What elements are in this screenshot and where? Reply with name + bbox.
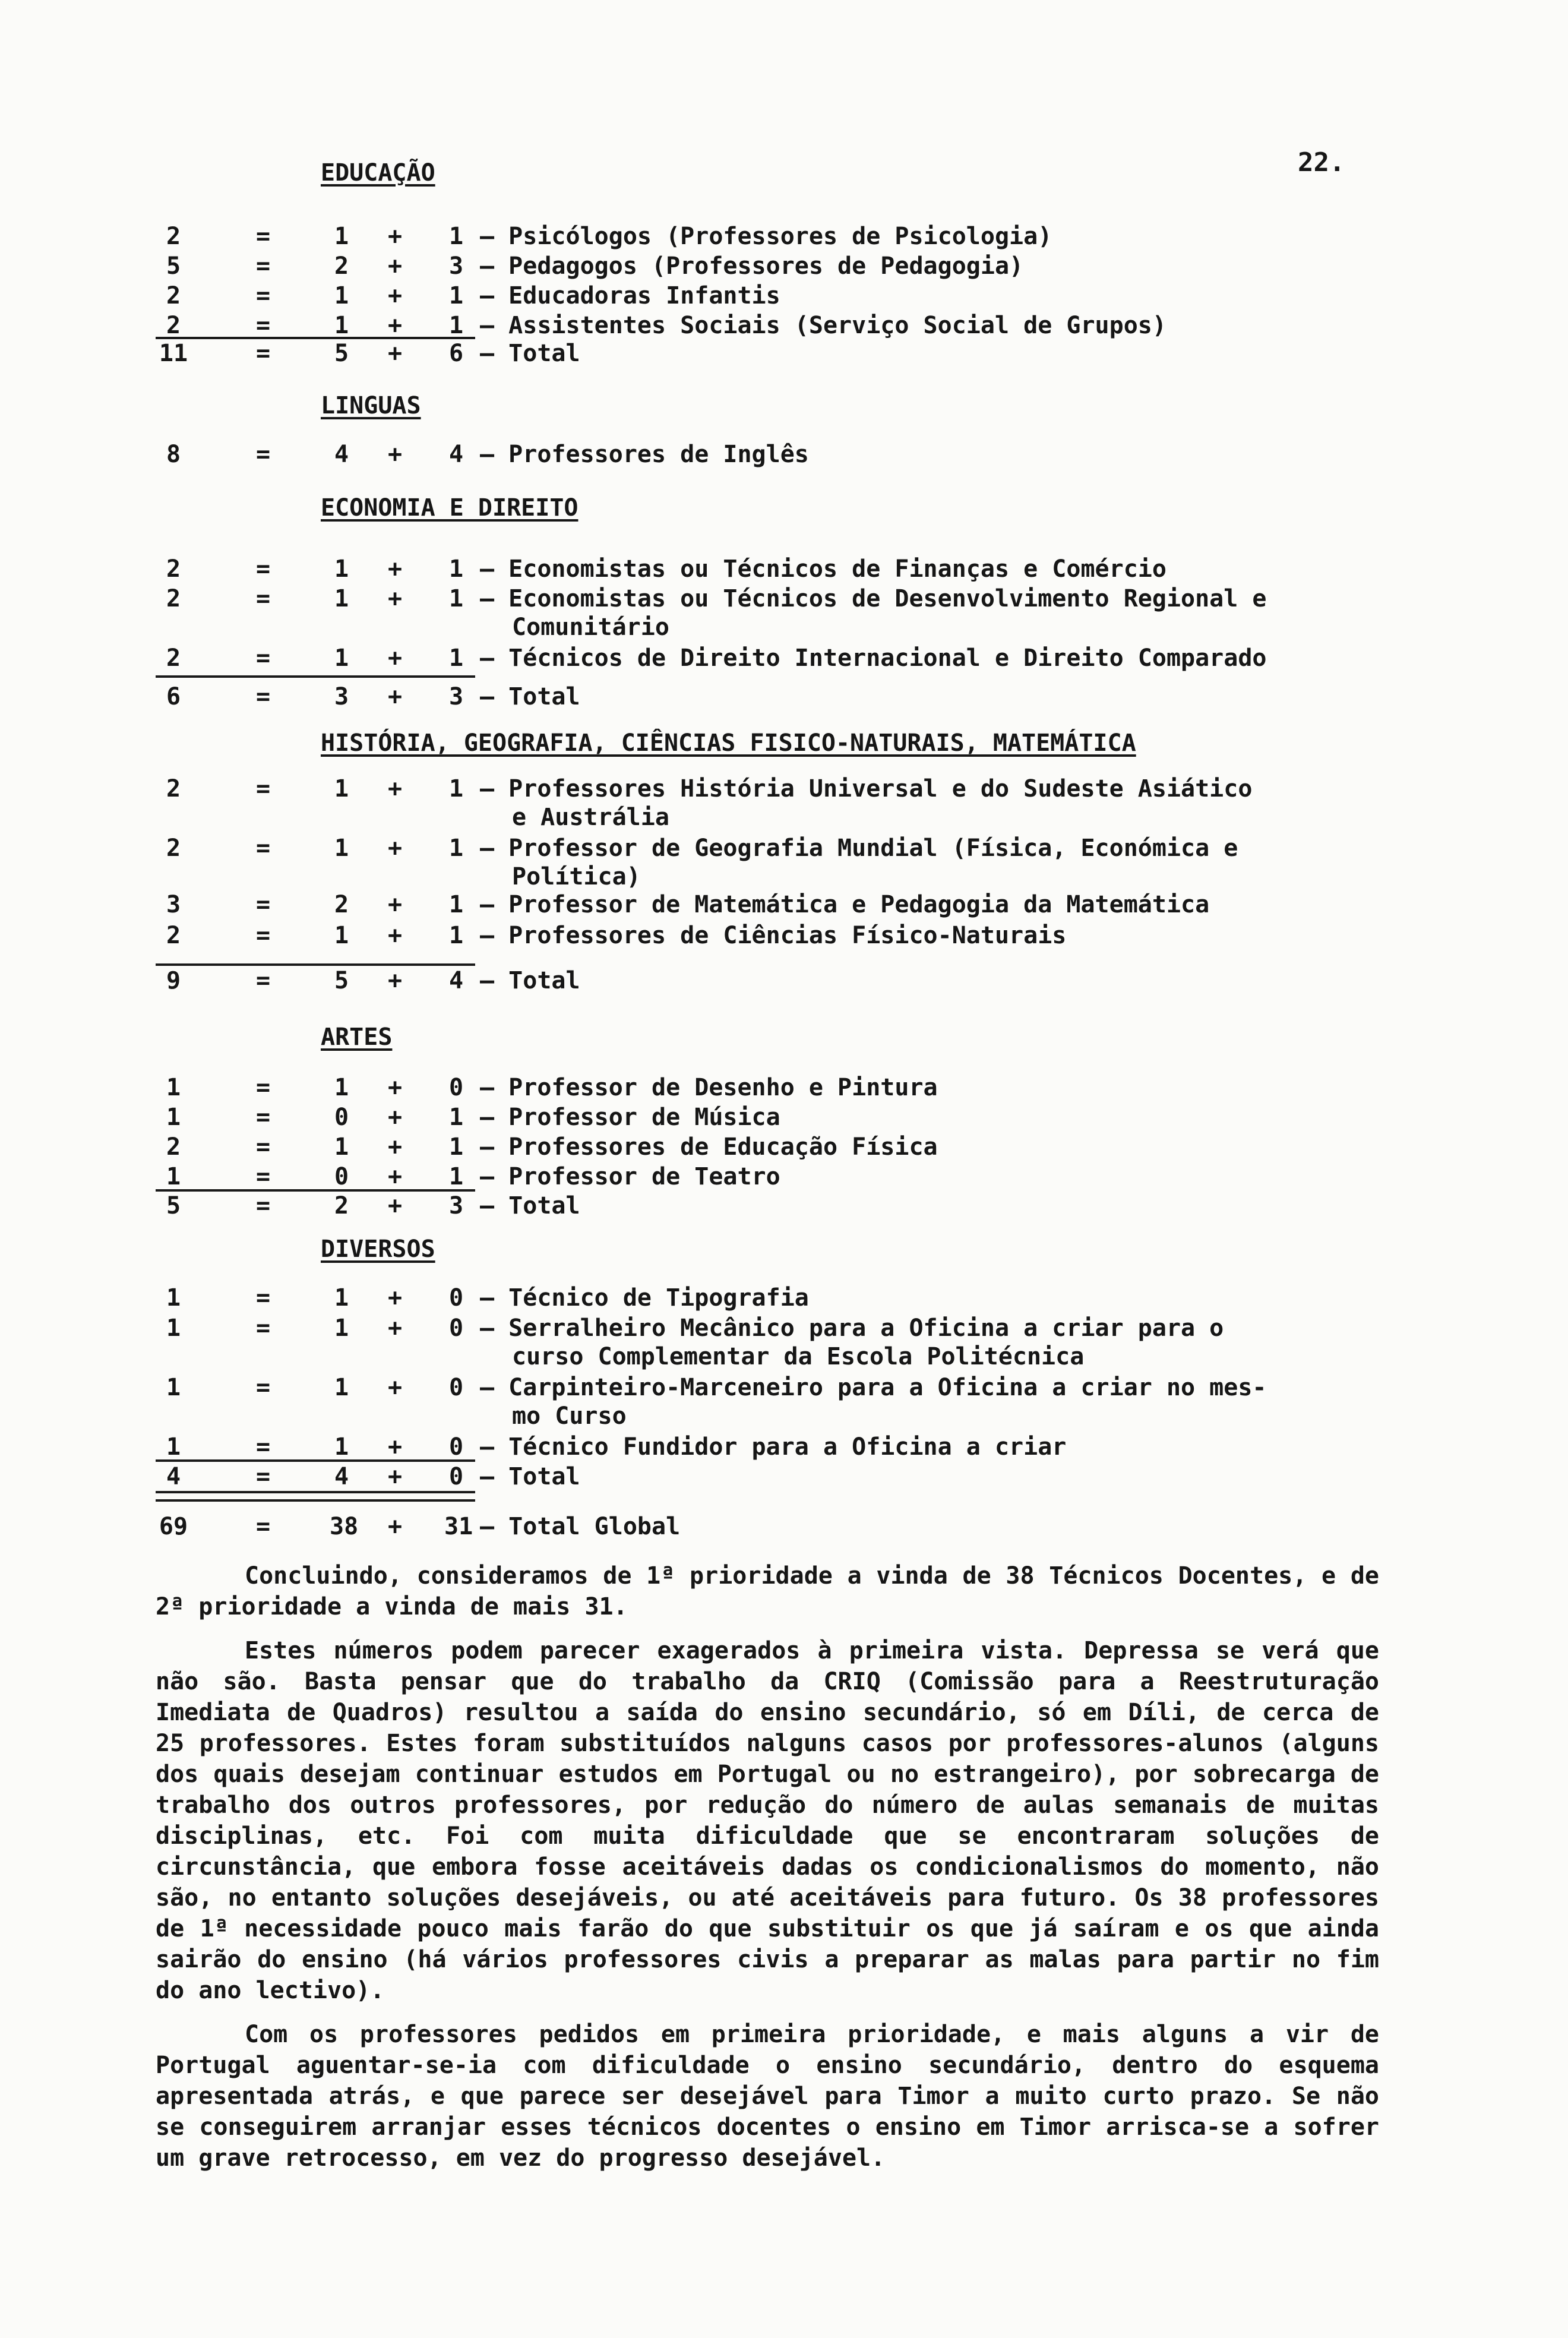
second-priority-count: 1 xyxy=(448,775,464,802)
paragraph: Concluindo, consideramos de 1ª prioridade a vinda de 38 Técnicos Docentes, e de 2ª prioridade a vinda de mais 31. xyxy=(156,1562,1379,1620)
row-total: 69 xyxy=(159,1513,188,1540)
first-priority-count: 1 xyxy=(334,1074,349,1101)
row-total: 1 xyxy=(166,1315,181,1342)
second-priority-count: 0 xyxy=(448,1315,464,1342)
table-row xyxy=(0,1104,1425,1133)
row-description: – Economistas ou Técnicos de Desenvolvimento Regional e xyxy=(480,585,1267,612)
equals-sign: = xyxy=(255,775,271,802)
equals-sign: = xyxy=(255,1074,271,1101)
grand-total-double-rule xyxy=(156,1491,475,1502)
table-row xyxy=(0,1284,1425,1314)
second-priority-count: 31 xyxy=(444,1513,473,1540)
plus-sign: + xyxy=(387,644,403,672)
equals-sign: = xyxy=(255,1284,271,1312)
equals-sign: = xyxy=(255,683,271,710)
row-description: – Pedagogos (Professores de Pedagogia) xyxy=(480,252,1024,280)
first-priority-count: 1 xyxy=(334,1374,349,1401)
first-priority-count: 4 xyxy=(334,1463,349,1490)
grand-total-row xyxy=(0,1513,1425,1543)
plus-sign: + xyxy=(387,312,403,339)
paragraph: Com os professores pedidos em primeira prioridade, e mais alguns a vir de Portugal aguentar-se-ia com dificuldade o ensino secundário, dentro do esquema apresentada atrás, e que parece ser desejável para Timor a muito curto prazo. Se não se conseguirem arranjar esses técnicos docentes o ensino em Timor arrisca-se a sofrer um grave retrocesso, em vez do progresso desejável. xyxy=(156,2021,1379,2172)
first-priority-count: 1 xyxy=(334,922,349,949)
row-description-continued: curso Complementar da Escola Politécnica xyxy=(512,1343,1085,1370)
plus-sign: + xyxy=(387,585,403,612)
table-row xyxy=(0,683,1425,713)
equals-sign: = xyxy=(255,922,271,949)
second-priority-count: 4 xyxy=(448,441,464,468)
table-row xyxy=(0,922,1425,952)
table-row xyxy=(0,644,1425,674)
plus-sign: + xyxy=(387,967,403,994)
first-priority-count: 1 xyxy=(334,1133,349,1161)
row-total: 2 xyxy=(166,835,181,862)
paragraph: Estes números podem parecer exagerados à primeira vista. Depressa se verá que não são. Basta pensar que do trabalho da CRIQ (Comissão para a Reestruturação Imediata de Quadros) resultou a saída do ensino secundário, só em Díli, de cerca de 25 professores. Estes foram substituídos nalguns casos por professores-alunos (alguns dos quais desejam continuar estudos em Portugal ou no estrangeiro), por sobrecarga de trabalho dos outros professores, por redução do número de aulas semanais de muitas disciplinas, etc. Foi com muita dificuldade que se encontraram soluções de circunstância, que embora fosse aceitáveis dadas os condicionalismos do momento, não são, no entanto soluções desejáveis, ou até aceitáveis para futuro. Os 38 professores de 1ª necessidade pouco mais farão do que substituir os que já saíram e os que ainda sairão do ensino (há vários professores civis a preparar as malas para partir no fim do ano lectivo). xyxy=(156,1637,1379,2004)
equals-sign: = xyxy=(255,1463,271,1490)
page-number: 22. xyxy=(1298,147,1345,178)
row-total: 3 xyxy=(166,891,181,918)
row-description: – Total xyxy=(480,1463,580,1490)
first-priority-count: 2 xyxy=(334,252,349,280)
table-row xyxy=(0,891,1425,921)
table-row xyxy=(0,282,1425,312)
equals-sign: = xyxy=(255,644,271,672)
equals-sign: = xyxy=(255,223,271,250)
second-priority-count: 1 xyxy=(448,1133,464,1161)
second-priority-count: 1 xyxy=(448,1104,464,1131)
second-priority-count: 0 xyxy=(448,1074,464,1101)
row-description: – Professores de Educação Física xyxy=(480,1133,938,1161)
table-row xyxy=(0,441,1425,470)
row-description: – Professor de Geografia Mundial (Física, Económica e xyxy=(480,835,1238,862)
row-total: 1 xyxy=(166,1374,181,1401)
table-row xyxy=(0,555,1425,585)
row-description: – Professor de Teatro xyxy=(480,1163,780,1190)
first-priority-count: 38 xyxy=(330,1513,359,1540)
first-priority-count: 1 xyxy=(334,775,349,802)
second-priority-count: 1 xyxy=(448,585,464,612)
first-priority-count: 1 xyxy=(334,223,349,250)
table-row xyxy=(0,1192,1425,1222)
second-priority-count: 6 xyxy=(448,340,464,367)
first-priority-count: 1 xyxy=(334,585,349,612)
second-priority-count: 1 xyxy=(448,282,464,309)
row-description-continued: Comunitário xyxy=(512,614,669,641)
row-description: – Total xyxy=(480,683,580,710)
table-row xyxy=(0,1463,1425,1493)
row-total: 2 xyxy=(166,223,181,250)
plus-sign: + xyxy=(387,835,403,862)
plus-sign: + xyxy=(387,1104,403,1131)
equals-sign: = xyxy=(255,835,271,862)
first-priority-count: 4 xyxy=(334,441,349,468)
row-total: 11 xyxy=(159,340,188,367)
row-total: 8 xyxy=(166,441,181,468)
section-title: HISTÓRIA, GEOGRAFIA, CIÊNCIAS FISICO-NATURAIS, MATEMÁTICA xyxy=(321,729,1136,757)
table-row xyxy=(0,1374,1425,1404)
row-total: 2 xyxy=(166,644,181,672)
row-description: – Técnicos de Direito Internacional e Direito Comparado xyxy=(480,644,1267,672)
plus-sign: + xyxy=(387,223,403,250)
table-row xyxy=(0,252,1425,282)
row-description: – Técnico Fundidor para a Oficina a criar xyxy=(480,1433,1067,1461)
section-title: LINGUAS xyxy=(321,392,421,419)
section-title: DIVERSOS xyxy=(321,1236,435,1263)
row-description: – Professor de Música xyxy=(480,1104,780,1131)
second-priority-count: 1 xyxy=(448,1163,464,1190)
first-priority-count: 1 xyxy=(334,1284,349,1312)
row-total: 1 xyxy=(166,1433,181,1461)
second-priority-count: 0 xyxy=(448,1284,464,1312)
plus-sign: + xyxy=(387,252,403,280)
second-priority-count: 1 xyxy=(448,644,464,672)
row-description: – Professor de Matemática e Pedagogia da Matemática xyxy=(480,891,1210,918)
plus-sign: + xyxy=(387,1513,403,1540)
row-total: 2 xyxy=(166,555,181,583)
plus-sign: + xyxy=(387,1433,403,1461)
equals-sign: = xyxy=(255,340,271,367)
row-total: 2 xyxy=(166,585,181,612)
total-underline xyxy=(156,963,475,966)
equals-sign: = xyxy=(255,1433,271,1461)
second-priority-count: 4 xyxy=(448,967,464,994)
row-total: 2 xyxy=(166,922,181,949)
table-row xyxy=(0,1074,1425,1104)
table-row xyxy=(0,775,1425,805)
second-priority-count: 1 xyxy=(448,891,464,918)
plus-sign: + xyxy=(387,340,403,367)
plus-sign: + xyxy=(387,683,403,710)
first-priority-count: 1 xyxy=(334,312,349,339)
first-priority-count: 0 xyxy=(334,1163,349,1190)
row-total: 5 xyxy=(166,252,181,280)
second-priority-count: 0 xyxy=(448,1433,464,1461)
second-priority-count: 1 xyxy=(448,312,464,339)
equals-sign: = xyxy=(255,891,271,918)
table-row xyxy=(0,585,1425,615)
first-priority-count: 5 xyxy=(334,340,349,367)
plus-sign: + xyxy=(387,1315,403,1342)
plus-sign: + xyxy=(387,555,403,583)
first-priority-count: 1 xyxy=(334,644,349,672)
equals-sign: = xyxy=(255,1315,271,1342)
second-priority-count: 1 xyxy=(448,555,464,583)
equals-sign: = xyxy=(255,1374,271,1401)
equals-sign: = xyxy=(255,967,271,994)
second-priority-count: 3 xyxy=(448,1192,464,1219)
row-total: 9 xyxy=(166,967,181,994)
plus-sign: + xyxy=(387,1133,403,1161)
row-total: 6 xyxy=(166,683,181,710)
table-row xyxy=(0,1433,1425,1463)
row-total: 2 xyxy=(166,1133,181,1161)
equals-sign: = xyxy=(255,312,271,339)
row-total: 1 xyxy=(166,1074,181,1101)
plus-sign: + xyxy=(387,1284,403,1312)
section-title: EDUCAÇÃO xyxy=(321,159,435,187)
row-description: – Técnico de Tipografia xyxy=(480,1284,809,1312)
row-description: – Assistentes Sociais (Serviço Social de Grupos) xyxy=(480,312,1166,339)
second-priority-count: 3 xyxy=(448,252,464,280)
row-total: 1 xyxy=(166,1284,181,1312)
plus-sign: + xyxy=(387,441,403,468)
row-description-continued: e Austrália xyxy=(512,804,669,831)
row-total: 1 xyxy=(166,1163,181,1190)
section-title: ECONOMIA E DIREITO xyxy=(321,494,578,522)
equals-sign: = xyxy=(255,282,271,309)
row-description: – Total xyxy=(480,967,580,994)
row-total: 5 xyxy=(166,1192,181,1219)
row-total: 2 xyxy=(166,282,181,309)
plus-sign: + xyxy=(387,1074,403,1101)
plus-sign: + xyxy=(387,1192,403,1219)
plus-sign: + xyxy=(387,775,403,802)
section-title: ARTES xyxy=(321,1023,393,1051)
equals-sign: = xyxy=(255,555,271,583)
table-row xyxy=(0,1133,1425,1163)
row-description: – Economistas ou Técnicos de Finanças e Comércio xyxy=(480,555,1166,583)
total-underline xyxy=(156,1189,475,1192)
plus-sign: + xyxy=(387,922,403,949)
table-row xyxy=(0,340,1425,369)
equals-sign: = xyxy=(255,441,271,468)
row-description-continued: mo Curso xyxy=(512,1402,627,1430)
row-description: – Total xyxy=(480,340,580,367)
table-row xyxy=(0,1163,1425,1193)
row-total: 2 xyxy=(166,775,181,802)
first-priority-count: 1 xyxy=(334,282,349,309)
equals-sign: = xyxy=(255,1104,271,1131)
equals-sign: = xyxy=(255,252,271,280)
table-row xyxy=(0,1315,1425,1344)
conclusion-text xyxy=(156,1560,1379,2173)
first-priority-count: 3 xyxy=(334,683,349,710)
second-priority-count: 1 xyxy=(448,223,464,250)
second-priority-count: 3 xyxy=(448,683,464,710)
table-row xyxy=(0,223,1425,252)
equals-sign: = xyxy=(255,1163,271,1190)
total-underline xyxy=(156,675,475,678)
plus-sign: + xyxy=(387,1163,403,1190)
first-priority-count: 5 xyxy=(334,967,349,994)
first-priority-count: 1 xyxy=(334,555,349,583)
equals-sign: = xyxy=(255,1133,271,1161)
plus-sign: + xyxy=(387,1463,403,1490)
table-row xyxy=(0,835,1425,864)
row-description: – Total xyxy=(480,1192,580,1219)
row-description: – Professores de Ciências Físico-Naturais xyxy=(480,922,1067,949)
row-description: – Carpinteiro-Marceneiro para a Oficina a criar no mes- xyxy=(480,1374,1267,1401)
row-description: – Professor de Desenho e Pintura xyxy=(480,1074,938,1101)
first-priority-count: 1 xyxy=(334,1315,349,1342)
row-description: – Professores de Inglês xyxy=(480,441,809,468)
row-description: – Psicólogos (Professores de Psicologia) xyxy=(480,223,1052,250)
row-description: – Serralheiro Mecânico para a Oficina a criar para o xyxy=(480,1315,1224,1342)
first-priority-count: 2 xyxy=(334,891,349,918)
row-description: – Educadoras Infantis xyxy=(480,282,780,309)
plus-sign: + xyxy=(387,1374,403,1401)
total-underline xyxy=(156,1459,475,1462)
second-priority-count: 1 xyxy=(448,835,464,862)
first-priority-count: 2 xyxy=(334,1192,349,1219)
equals-sign: = xyxy=(255,1513,271,1540)
row-description: – Professores História Universal e do Sudeste Asiático xyxy=(480,775,1253,802)
total-underline xyxy=(156,337,475,339)
first-priority-count: 1 xyxy=(334,835,349,862)
row-total: 1 xyxy=(166,1104,181,1131)
equals-sign: = xyxy=(255,585,271,612)
table-row xyxy=(0,967,1425,997)
second-priority-count: 0 xyxy=(448,1374,464,1401)
plus-sign: + xyxy=(387,891,403,918)
row-description-continued: Política) xyxy=(512,863,641,890)
second-priority-count: 0 xyxy=(448,1463,464,1490)
row-total: 2 xyxy=(166,312,181,339)
row-total: 4 xyxy=(166,1463,181,1490)
row-description: – Total Global xyxy=(480,1513,681,1540)
plus-sign: + xyxy=(387,282,403,309)
second-priority-count: 1 xyxy=(448,922,464,949)
equals-sign: = xyxy=(255,1192,271,1219)
first-priority-count: 0 xyxy=(334,1104,349,1131)
first-priority-count: 1 xyxy=(334,1433,349,1461)
